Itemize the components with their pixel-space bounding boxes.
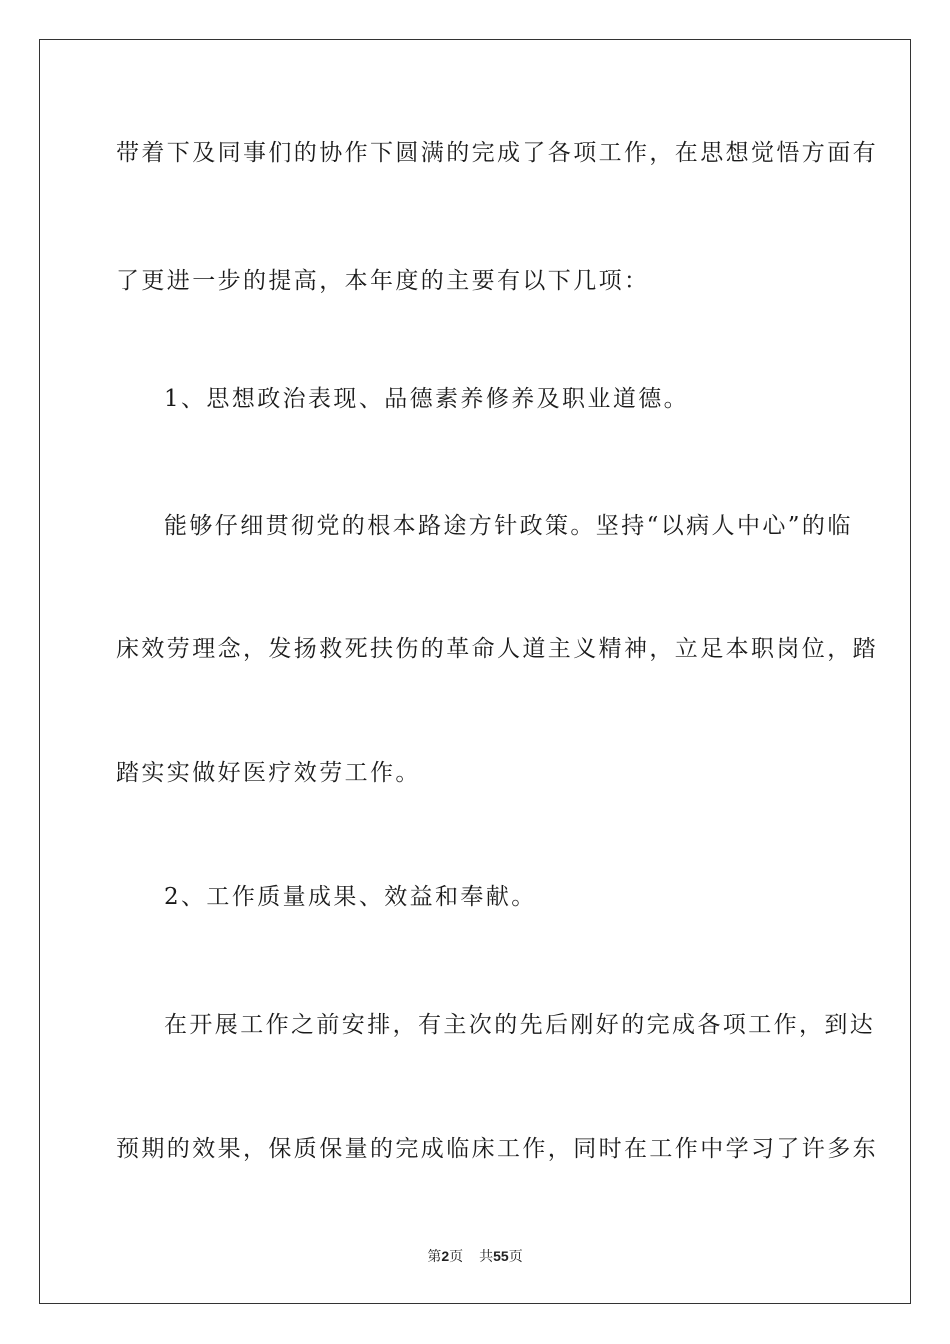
page-suffix: 页 <box>449 1249 464 1265</box>
total-suffix: 页 <box>508 1249 523 1265</box>
body-text-line: 踏实实做好医疗效劳工作。 <box>116 760 421 786</box>
body-text-line: 床效劳理念，发扬救死扶伤的革命人道主义精神，立足本职岗位，踏 <box>116 636 878 662</box>
body-text-line: 了更进一步的提高，本年度的主要有以下几项： <box>116 268 650 294</box>
section-heading: 2、工作质量成果、效益和奉献。 <box>164 884 537 910</box>
page-prefix: 第 <box>427 1249 442 1265</box>
page-footer <box>0 1247 950 1266</box>
section-heading: 1、思想政治表现、品德素养修养及职业道德。 <box>164 386 690 412</box>
total-pages: 55 <box>493 1248 509 1264</box>
body-text-line: 在开展工作之前安排，有主次的先后刚好的完成各项工作，到达 <box>164 1012 876 1038</box>
page-frame <box>39 39 911 1304</box>
total-prefix: 共 <box>479 1249 494 1265</box>
body-text-line: 预期的效果，保质保量的完成临床工作，同时在工作中学习了许多东 <box>116 1136 878 1162</box>
body-text-line: 能够仔细贯彻党的根本路途方针政策。坚持“以病人中心”的临 <box>164 513 853 539</box>
body-text-line: 带着下及同事们的协作下圆满的完成了各项工作，在思想觉悟方面有 <box>116 140 878 166</box>
page-number: 2 <box>441 1248 450 1264</box>
